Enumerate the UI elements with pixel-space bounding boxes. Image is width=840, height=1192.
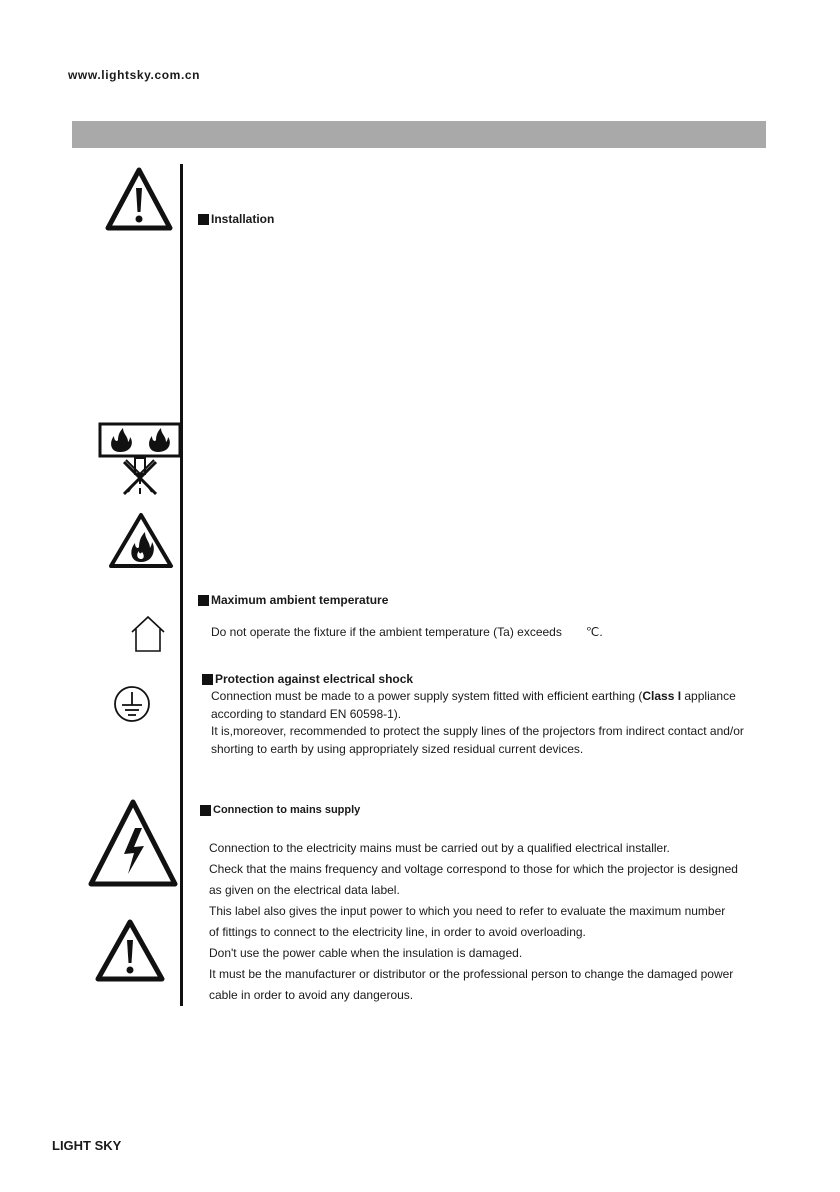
mains-line: as given on the electrical data label. (209, 883, 400, 897)
mains-line: This label also gives the input power to which you need to refer to evaluate the maximum number (209, 904, 726, 918)
mains-heading (200, 804, 360, 816)
shock-title: Protection against electrical shock (215, 672, 414, 686)
mains-line: Connection to the electricity mains must be carried out by a qualified electrical installer. (209, 841, 670, 855)
shock-line-2: according to standard EN 60598-1). (211, 706, 402, 721)
max-temp-heading (198, 593, 388, 607)
heading-bullet (202, 674, 213, 685)
indoor-use-icon (128, 614, 168, 654)
shock-paragraph (211, 688, 744, 758)
max-temp-unit: ℃. (585, 625, 603, 639)
max-temp-title: Maximum ambient temperature (211, 593, 389, 607)
shock-line-1 (211, 688, 744, 706)
protective-earth-icon (112, 684, 152, 724)
mains-line: It must be the manufacturer or distributor or the professional person to change the damaged power (209, 967, 734, 981)
shock-line-1-post: appliance (681, 689, 736, 703)
warning-triangle-icon (104, 166, 174, 234)
installation-title: Installation (211, 212, 275, 226)
mains-line: Check that the mains frequency and voltage correspond to those for which the projector is designed (209, 862, 738, 876)
mains-line: of fittings to connect to the electricity line, in order to avoid overloading. (209, 925, 586, 939)
electric-shock-hazard-icon (88, 798, 178, 888)
shock-class-label: Class I (642, 689, 682, 703)
fire-hazard-icon (108, 512, 174, 570)
vertical-divider (180, 164, 183, 1006)
mains-line: cable in order to avoid any dangerous. (209, 988, 414, 1002)
shock-heading (202, 672, 413, 686)
mains-title: Connection to mains supply (213, 804, 361, 816)
shock-line-1-pre: Connection must be made to a power supply system fitted with efficient earthing ( (211, 689, 643, 703)
shock-line-4: shorting to earth by using appropriately sized residual current devices. (211, 741, 584, 756)
mains-line: Don't use the power cable when the insulation is damaged. (209, 946, 523, 960)
max-temp-sentence: Do not operate the fixture if the ambient temperature (Ta) exceeds (211, 625, 562, 639)
no-flammable-surface-icon (98, 422, 182, 498)
heading-bullet (198, 595, 209, 606)
max-temp-text (211, 624, 603, 642)
shock-line-3: It is,moreover, recommended to protect the supply lines of the projectors from indirect contact and/or (211, 724, 744, 738)
warning-triangle-icon-2 (94, 918, 166, 984)
heading-bullet (198, 214, 209, 225)
heading-bullet (200, 805, 211, 816)
section-banner (72, 121, 766, 148)
mains-paragraph (209, 838, 738, 1006)
footer-brand: LIGHT SKY (52, 1138, 122, 1153)
website-url: www.lightsky.com.cn (68, 68, 201, 82)
installation-heading (198, 212, 274, 226)
